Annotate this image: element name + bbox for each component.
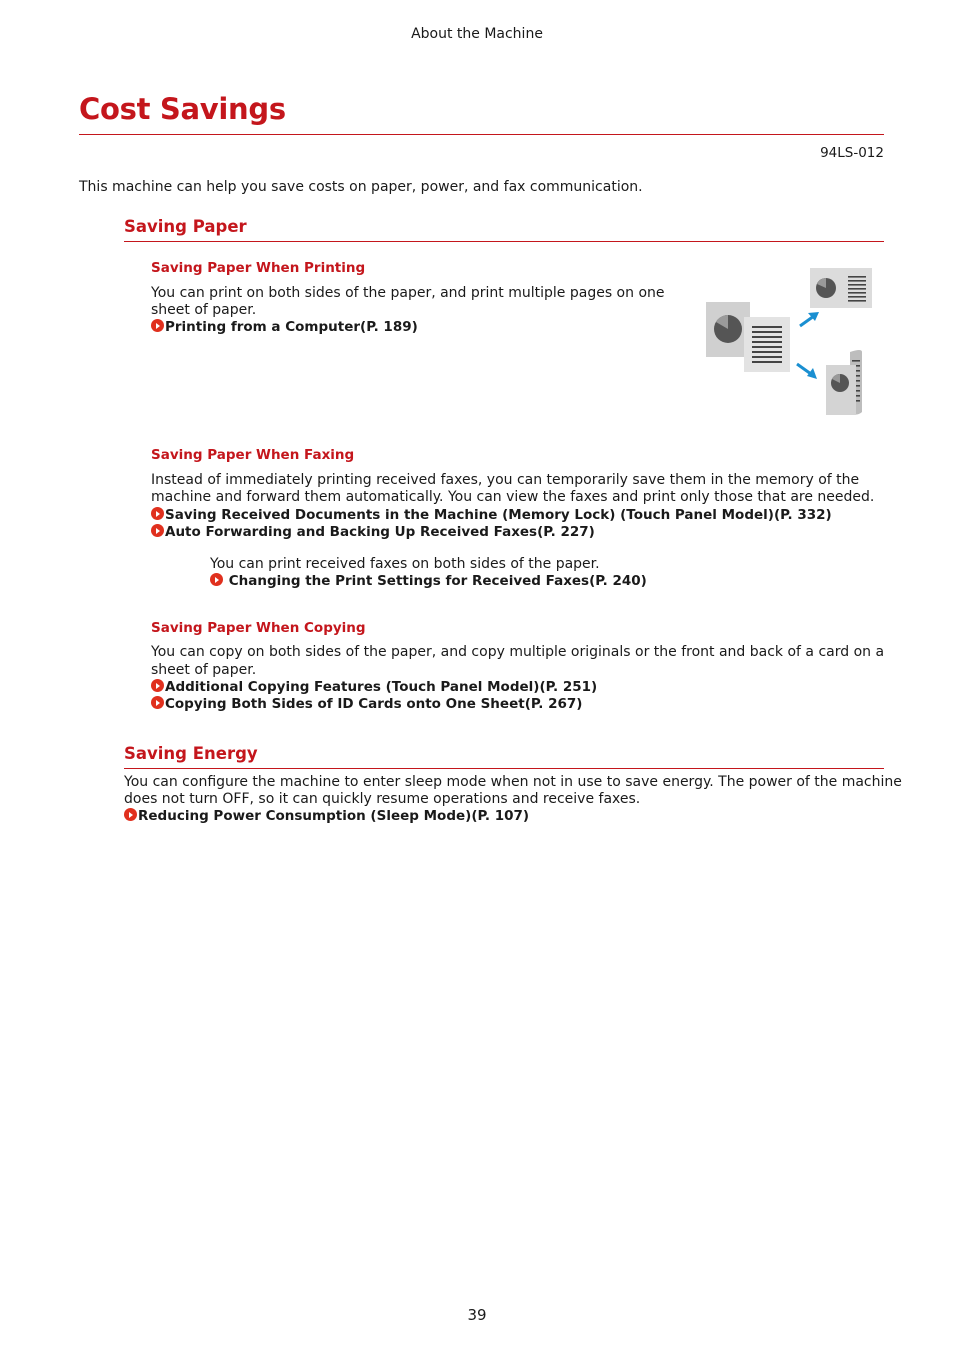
print-settings-received-faxes-link[interactable] (210, 573, 647, 590)
energy-text-line2: does not turn OFF, so it can quickly resume operations and receive faxes. (124, 791, 641, 807)
link-label: Additional Copying Features (Touch Panel Model)(P. 251) (165, 679, 598, 695)
link-label: Reducing Power Consumption (Sleep Mode)(P. 107) (138, 808, 530, 824)
saving-paper-rule (124, 241, 884, 242)
link-arrow-icon (151, 507, 164, 520)
link-label: Auto Forwarding and Backing Up Received Faxes(P. 227) (165, 524, 595, 540)
link-arrow-icon (151, 524, 164, 537)
copying-text-line1: You can copy on both sides of the paper, and copy multiple originals or the front and back of a card on a (151, 644, 885, 660)
memory-lock-link[interactable] (151, 507, 832, 524)
faxing-note-text: You can print received faxes on both sides of the paper. (210, 556, 600, 572)
additional-copying-features-link[interactable] (151, 679, 597, 696)
two-sided-sheet-icon (826, 350, 862, 415)
link-arrow-icon (151, 696, 164, 709)
link-label: Saving Received Documents in the Machine (Memory Lock) (Touch Panel Model)(P. 332) (165, 507, 832, 523)
copying-heading: Saving Paper When Copying (151, 620, 366, 636)
arrow-down-right-icon (797, 364, 817, 379)
faxing-text-line2: machine and forward them automatically. You can view the faxes and print only those that are needed. (151, 489, 875, 505)
multiple-pages-on-one-sheet-icon (810, 268, 872, 308)
printing-text-line1: You can print on both sides of the paper, and print multiple pages on one (151, 285, 665, 301)
saving-energy-rule (124, 768, 884, 769)
page-title: Cost Savings (79, 92, 286, 126)
saving-paper-heading: Saving Paper (124, 217, 247, 236)
link-arrow-icon (210, 573, 223, 586)
link-label: Changing the Print Settings for Received Faxes(P. 240) (224, 573, 647, 589)
page-number: 39 (467, 1306, 487, 1324)
auto-forwarding-link[interactable] (151, 524, 595, 541)
printing-heading: Saving Paper When Printing (151, 260, 366, 276)
saving-energy-heading: Saving Energy (124, 744, 258, 763)
sleep-mode-link[interactable] (124, 808, 529, 825)
running-head: About the Machine (411, 26, 543, 42)
document-id: 94LS-012 (820, 145, 884, 161)
link-label: Printing from a Computer(P. 189) (165, 319, 418, 335)
link-arrow-icon (124, 808, 137, 821)
intro-text: This machine can help you save costs on paper, power, and fax communication. (79, 179, 643, 195)
faxing-text-line1: Instead of immediately printing received faxes, you can temporarily save them in the memory of the (151, 472, 860, 488)
printing-from-computer-link[interactable] (151, 319, 418, 336)
link-arrow-icon (151, 679, 164, 692)
source-documents-icon (706, 302, 790, 372)
energy-text-line1: You can configure the machine to enter sleep mode when not in use to save energy. The power of the machine (124, 774, 902, 790)
title-rule (79, 134, 884, 135)
duplex-printing-illustration (700, 262, 880, 422)
arrow-up-right-icon (800, 312, 819, 326)
link-arrow-icon (151, 319, 164, 332)
printing-text-line2: sheet of paper. (151, 302, 257, 318)
copying-id-cards-link[interactable] (151, 696, 582, 713)
faxing-heading: Saving Paper When Faxing (151, 447, 355, 463)
copying-text-line2: sheet of paper. (151, 662, 257, 678)
link-label: Copying Both Sides of ID Cards onto One Sheet(P. 267) (165, 696, 583, 712)
